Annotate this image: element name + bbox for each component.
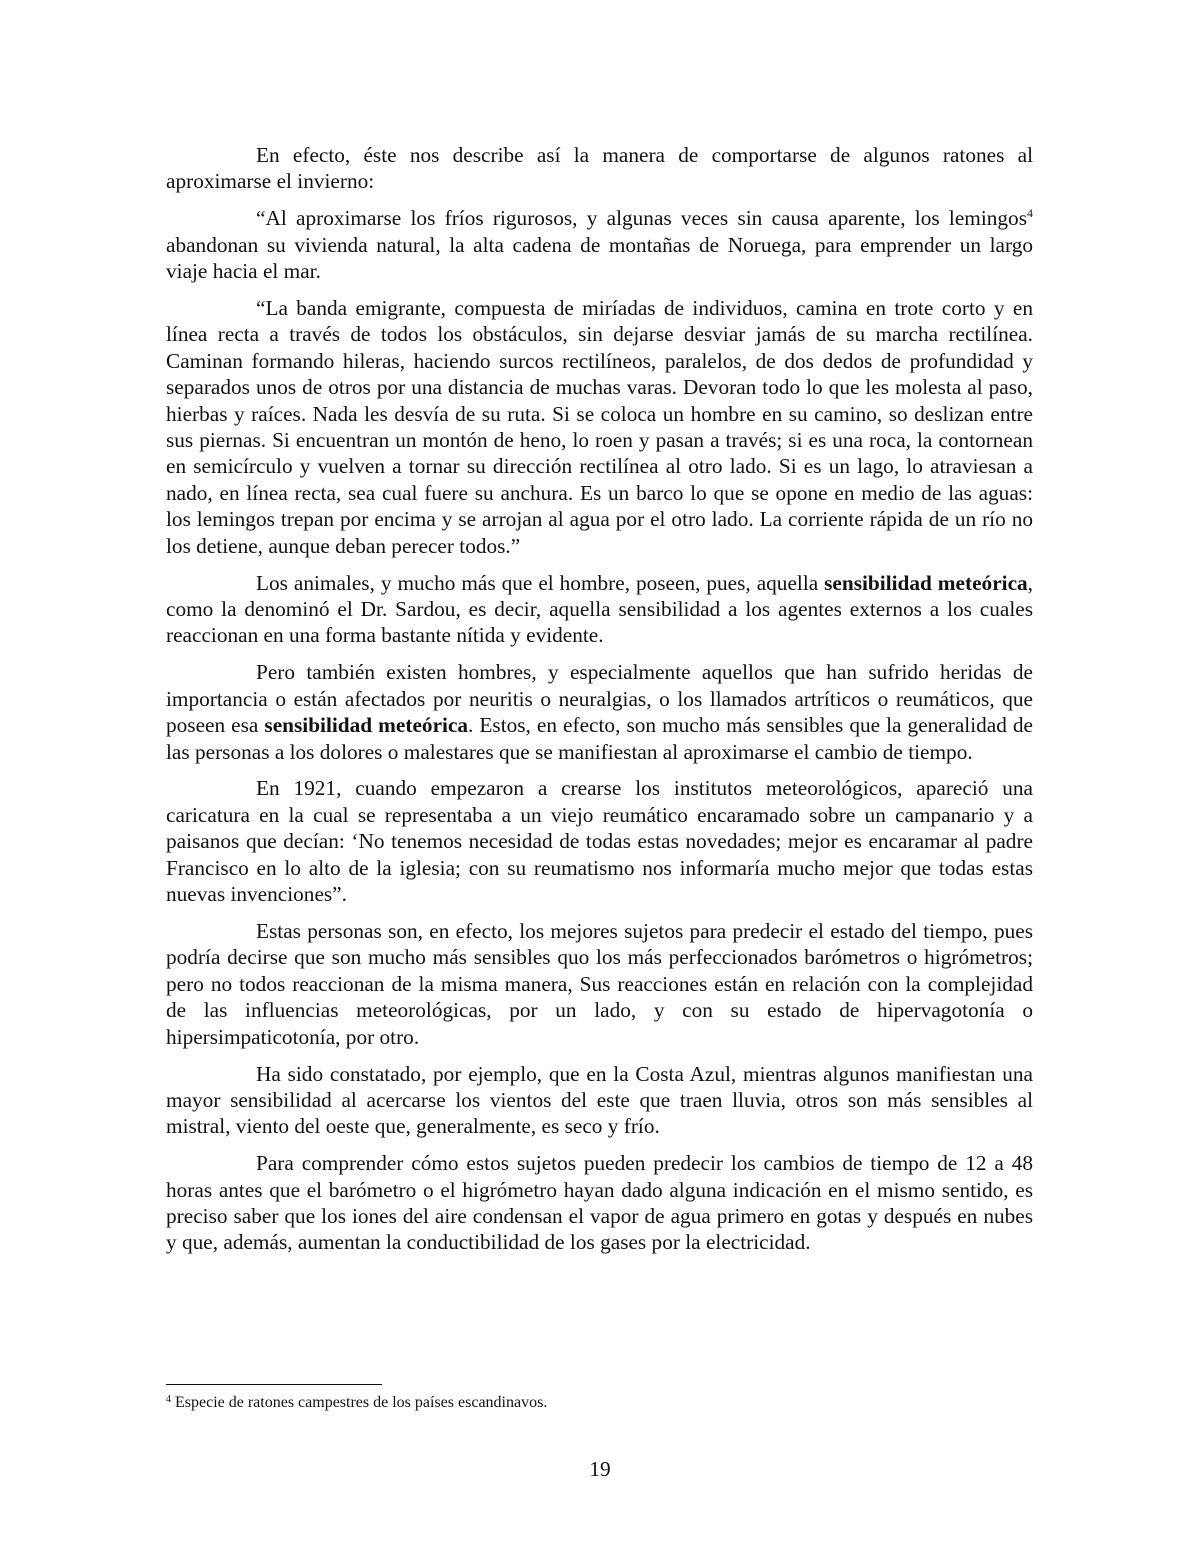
paragraph	[166, 205, 1033, 284]
paragraph-text: En efecto, éste nos describe así la manera de comportarse de algunos ratones al aproximarse el invierno:	[166, 143, 1033, 194]
paragraph	[166, 1150, 1033, 1256]
paragraph-text: Ha sido constatado, por ejemplo, que en la Costa Azul, mientras algunos manifiestan una mayor sensibilidad al acercarse los vientos del este que traen lluvia, otros son más sensibles al mistral, viento del oeste que, generalmente, es seco y frío.	[166, 1061, 1033, 1139]
paragraph-text: Para comprender cómo estos sujetos pueden predecir los cambios de tiempo de 12 a 48 horas antes que el barómetro o el higrómetro hayan dado alguna indicación en el mismo sentido, es preciso saber que los iones del aire condensan el vapor de agua primero en gotas y después en nubes y que, además, aumentan la conductibilidad de los gases por la electricidad.	[166, 1151, 1033, 1255]
paragraph	[166, 775, 1033, 907]
paragraph-text: “La banda emigrante, compuesta de miríadas de individuos, camina en trote corto y en línea recta a través de todos los obstáculos, sin dejarse desviar jamás de su marcha rectilínea. Caminan formando hileras, haciendo surcos rectilíneos, paralelos, de dos dedos de profundidad y separados unos de otros por una distancia de muchas varas. Devoran todo lo que les molesta al paso, hierbas y raíces. Nada les desvía de su ruta. Si se coloca un hombre en su camino, so deslizan entre sus piernas. Si encuentran un montón de heno, lo roen y pasan a través; si es una roca, la contornean en semicírculo y vuelven a tornar su dirección rectilínea al otro lado. Si es un lago, lo atraviesan a nado, en línea recta, sea cual fuere su anchura. Es un barco lo que se opone en medio de las aguas: los lemingos trepan por encima y se arrojan al agua por el otro lado. La corriente rápida de un río no los detiene, aunque deban perecer todos.”	[166, 296, 1033, 558]
bold-term: sensibilidad meteórica	[264, 713, 469, 738]
paragraph	[166, 918, 1033, 1050]
paragraph	[166, 659, 1033, 765]
body-text	[166, 142, 1033, 1266]
paragraph-text: abandonan su vivienda natural, la alta cadena de montañas de Noruega, para emprender un largo viaje hacia el mar.	[166, 232, 1033, 284]
paragraph-text: “Al aproximarse los fríos rigurosos, y algunas veces sin causa aparente, los lemingos	[256, 206, 1027, 231]
paragraph	[166, 295, 1033, 559]
bold-term: sensibilidad meteórica	[824, 570, 1028, 595]
footnote-number: 4	[166, 1394, 171, 1405]
paragraph	[166, 1061, 1033, 1140]
footnote-text: Especie de ratones campestres de los países escandinavos.	[171, 1394, 548, 1411]
paragraph-text: . Estos, en efecto, son mucho más sensibles que la generalidad de las personas a los dolores o malestares que se manifiestan al aproximarse el cambio de tiempo.	[166, 713, 1034, 764]
paragraph-text: Estas personas son, en efecto, los mejores sujetos para predecir el estado del tiempo, pues podría decirse que son mucho más sensibles quo los más perfeccionados barómetros o higrómetros; pero no todos reaccionan de la misma manera, Sus reacciones están en relación con la complejidad de las influencias meteorológicas, por un lado, y con su estado de hipervagotonía o hipersimpaticotonía, por otro.	[166, 918, 1033, 1049]
footnote-reference: 4	[1027, 206, 1033, 221]
paragraph-text: Pero también existen hombres, y especialmente aquellos que han sufrido heridas de importancia o están afectados por neuritis o neuralgias, o los llamados artríticos o reumáticos, que poseen esa	[166, 660, 1033, 738]
paragraph	[166, 570, 1033, 649]
paragraph	[166, 142, 1033, 195]
paragraph-text: , como la denominó el Dr. Sardou, es decir, aquella sensibilidad a los agentes externos a los cuales reaccionan en una forma bastante nítida y evidente.	[166, 570, 1033, 648]
paragraph-text: Los animales, y mucho más que el hombre, poseen, pues, aquella	[256, 570, 825, 595]
paragraph-text: En 1921, cuando empezaron a crearse los institutos meteorológicos, apareció una caricatura en la cual se representaba a un viejo reumático encaramado sobre un campanario y a paisanos que decían: ‘No tenemos necesidad de todas estas novedades; mejor es encaramar al padre Francisco en lo alto de la iglesia; con su reumatismo nos informaría mucho mejor que todas estas nuevas invenciones”.	[166, 776, 1033, 907]
page-number: 19	[589, 1457, 611, 1481]
footnote	[166, 1393, 1033, 1413]
footnote-separator	[166, 1384, 382, 1385]
